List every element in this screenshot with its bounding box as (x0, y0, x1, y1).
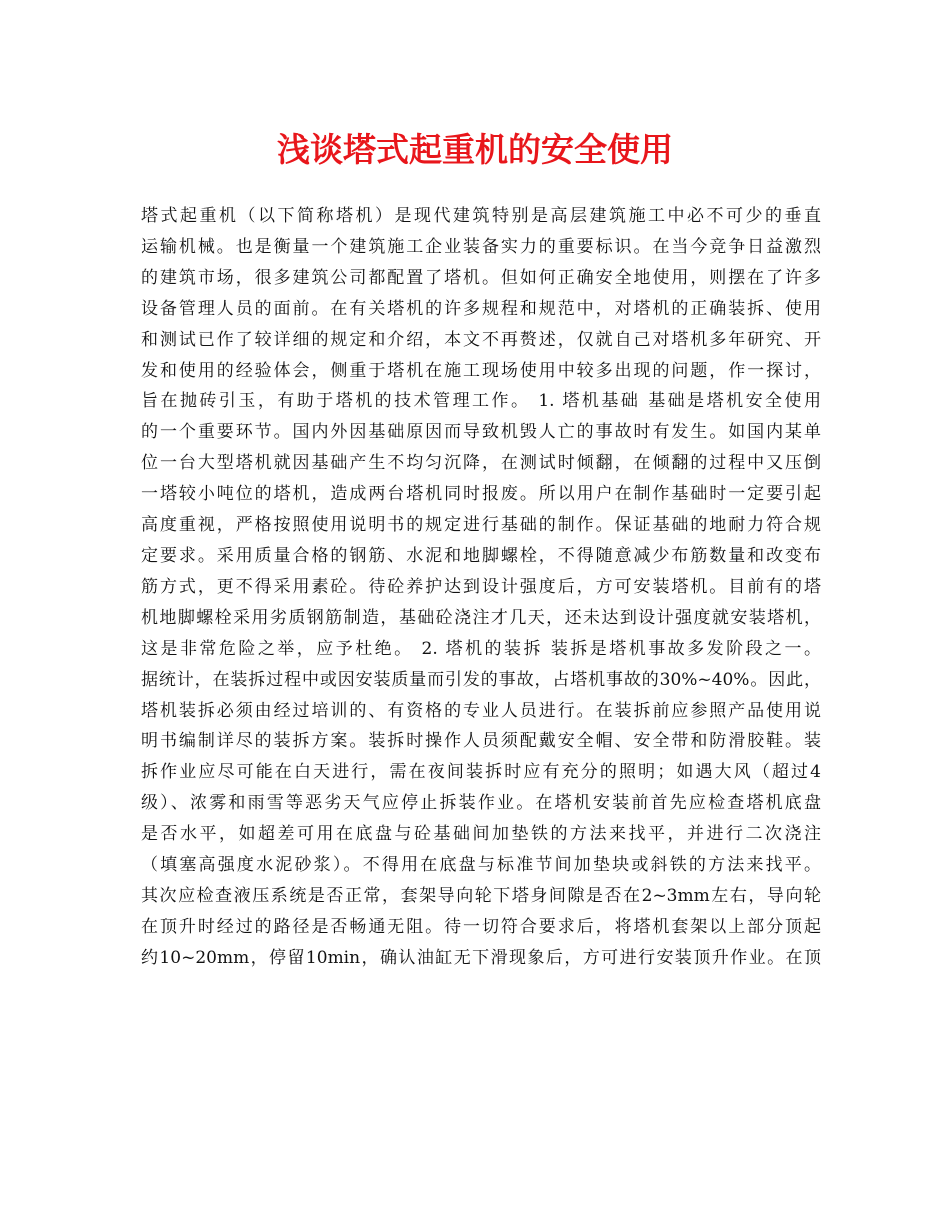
body-line: 一塔较小吨位的塔机，造成两台塔机同时报废。所以用户在制作基础时一定要引起 (141, 484, 821, 505)
body-line: 的一个重要环节。国内外因基础原因而导致机毁人亡的事故时有发生。如国内某单 (141, 422, 821, 443)
body-line: 约10~20mm，停留10min，确认油缸无下滑现象后，方可进行安装顶升作业。在顶 (141, 947, 821, 968)
body-line: 运输机械。也是衡量一个建筑施工企业装备实力的重要标识。在当今竞争日益激烈 (141, 236, 821, 257)
body-line: 旨在抛砖引玉，有助于塔机的技术管理工作。 1. 塔机基础 基础是塔机安全使用 (141, 391, 821, 412)
body-line: 定要求。采用质量合格的钢筋、水泥和地脚螺栓，不得随意减少布筋数量和改变布 (141, 545, 821, 566)
document-title: 浅谈塔式起重机的安全使用 (277, 130, 673, 169)
body-line: 塔式起重机（以下简称塔机）是现代建筑特别是高层建筑施工中必不可少的垂直 (141, 206, 821, 226)
body-line: 据统计，在装拆过程中或因安装质量而引发的事故，占塔机事故的30%~40%。因此， (141, 669, 821, 690)
body-line: 筋方式，更不得采用素砼。待砼养护达到设计强度后，方可安装塔机。目前有的塔 (141, 576, 821, 597)
body-line: 这是非常危险之举，应予杜绝。 2. 塔机的装拆 装拆是塔机事故多发阶段之一。 (141, 638, 821, 659)
body-line: 塔机装拆必须由经过培训的、有资格的专业人员进行。在装拆前应参照产品使用说 (141, 700, 821, 721)
body-line: 和测试已作了较详细的规定和介绍，本文不再赘述，仅就自己对塔机多年研究、开 (141, 329, 821, 350)
body-line: 高度重视，严格按照使用说明书的规定进行基础的制作。保证基础的地耐力符合规 (141, 515, 821, 536)
body-line: 机地脚螺栓采用劣质钢筋制造，基础砼浇注才几天，还未达到设计强度就安装塔机， (141, 607, 821, 628)
body-line: 的建筑市场，很多建筑公司都配置了塔机。但如何正确安全地使用，则摆在了许多 (141, 267, 821, 288)
body-line: 其次应检查液压系统是否正常，套架导向轮下塔身间隙是否在2~3mm左右，导向轮 (141, 885, 821, 906)
body-line: 明书编制详尽的装拆方案。装拆时操作人员须配戴安全帽、安全带和防滑胶鞋。装 (141, 731, 821, 752)
body-line: 级）、浓雾和雨雪等恶劣天气应停止拆装作业。在塔机安装前首先应检查塔机底盘 (141, 793, 821, 814)
body-line: 在顶升时经过的路径是否畅通无阻。待一切符合要求后，将塔机套架以上部分顶起 (141, 916, 821, 937)
body-line: 发和使用的经验体会，侧重于塔机在施工现场使用中较多出现的问题，作一探讨， (141, 360, 821, 381)
body-line: 是否水平，如超差可用在底盘与砼基础间加垫铁的方法来找平，并进行二次浇注 (141, 824, 821, 845)
body-line: 拆作业应尽可能在白天进行，需在夜间装拆时应有充分的照明；如遇大风（超过4 (141, 762, 821, 783)
body-line: 位一台大型塔机就因基础产生不均匀沉降，在测试时倾翻，在倾翻的过程中又压倒 (141, 453, 821, 474)
body-line: （填塞高强度水泥砂浆）。不得用在底盘与标准节间加垫块或斜铁的方法来找平。 (141, 855, 821, 876)
document-body (141, 201, 821, 974)
body-line: 设备管理人员的面前。在有关塔机的许多规程和规范中，对塔机的正确装拆、使用 (141, 298, 821, 319)
